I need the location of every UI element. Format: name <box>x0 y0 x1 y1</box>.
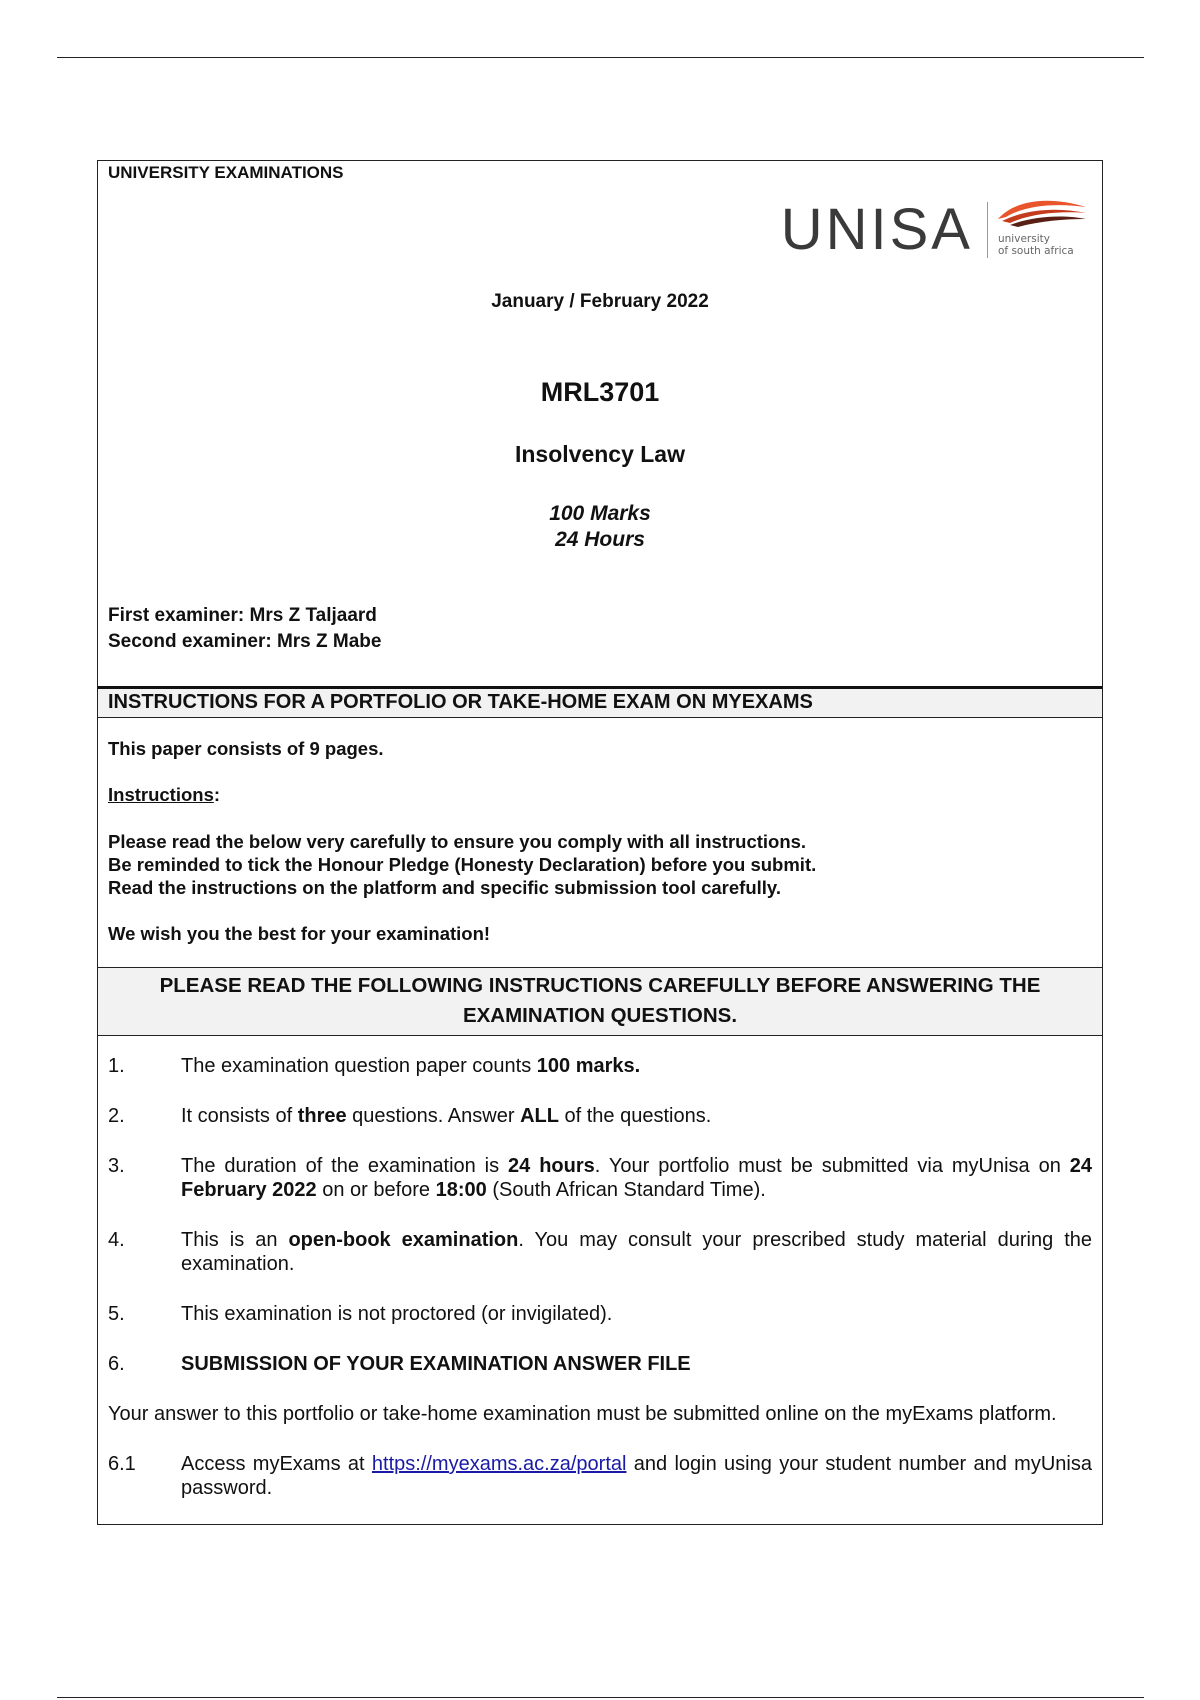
second-examiner: Second examiner: Mrs Z Mabe <box>108 631 382 652</box>
module-title: Insolvency Law <box>514 441 685 467</box>
list-item: 3. The duration of the examination is 24 hours. Your portfolio must be submitted via myUnisa on 24 February 2022 on or before 18:00 (South African Standard Time). <box>108 1155 1092 1201</box>
myexams-portal-link[interactable]: https://myexams.ac.za/portal <box>371 1453 627 1475</box>
submission-paragraph: Your answer to this portfolio or take-home examination must be submitted online on the myExams platform. <box>108 1403 1057 1425</box>
list-item: 6. SUBMISSION OF YOUR EXAMINATION ANSWER FILE <box>108 1353 691 1375</box>
instruction-list <box>98 1036 1102 1524</box>
list-item: 2. It consists of three questions. Answer ALL of the questions. <box>108 1105 712 1127</box>
exam-session: January / February 2022 <box>491 291 709 312</box>
instructions-label: Instructions: <box>108 784 221 805</box>
list-item: 6.1 Access myExams at https://myexams.ac.za/portal and login using your student number and myUnisa password. <box>108 1453 1092 1499</box>
best-wishes: We wish you the best for your examination! <box>108 923 491 944</box>
university-examinations-label: UNIVERSITY EXAMINATIONS <box>108 163 344 182</box>
module-code: MRL3701 <box>540 377 660 407</box>
pages-note: This paper consists of 9 pages. <box>108 738 384 759</box>
logo-tagline: university of south africa <box>998 233 1074 257</box>
instruction-line-2: Be reminded to tick the Honour Pledge (Honesty Declaration) before you submit. <box>108 854 817 875</box>
instruction-line-3: Read the instructions on the platform and specific submission tool carefully. <box>108 877 781 898</box>
first-examiner: First examiner: Mrs Z Taljaard <box>108 605 377 626</box>
list-item: 4. This is an open-book examination. You may consult your prescribed study material during the examination. <box>108 1229 1092 1275</box>
header-rule <box>57 57 1144 58</box>
logo-wordmark: UNISA <box>780 197 973 262</box>
marks-duration <box>98 501 1102 553</box>
list-item: 1. The examination question paper counts 100 marks. <box>108 1055 641 1077</box>
total-marks: 100 Marks <box>549 502 651 525</box>
instruction-lines <box>108 830 1092 899</box>
instruction-line-1: Please read the below very carefully to ensure you comply with all instructions. <box>108 831 807 852</box>
swoosh-icon <box>996 197 1088 227</box>
exam-cover-frame <box>97 160 1103 1525</box>
logo-divider <box>987 202 988 258</box>
exam-duration: 24 Hours <box>555 528 645 551</box>
unisa-logo <box>781 197 1088 263</box>
cover-section <box>98 161 1102 686</box>
footer-rule <box>57 1697 1144 1698</box>
portfolio-instructions-heading: INSTRUCTIONS FOR A PORTFOLIO OR TAKE-HOME EXAM ON MYEXAMS <box>98 686 1102 718</box>
portfolio-instructions-body <box>98 718 1102 967</box>
logo-emblem <box>996 197 1088 263</box>
careful-instructions-heading: PLEASE READ THE FOLLOWING INSTRUCTIONS CAREFULLY BEFORE ANSWERING THE EXAMINATION QUESTIONS. <box>98 967 1102 1036</box>
examiners <box>108 603 381 655</box>
list-item: 5. This examination is not proctored (or invigilated). <box>108 1303 613 1325</box>
